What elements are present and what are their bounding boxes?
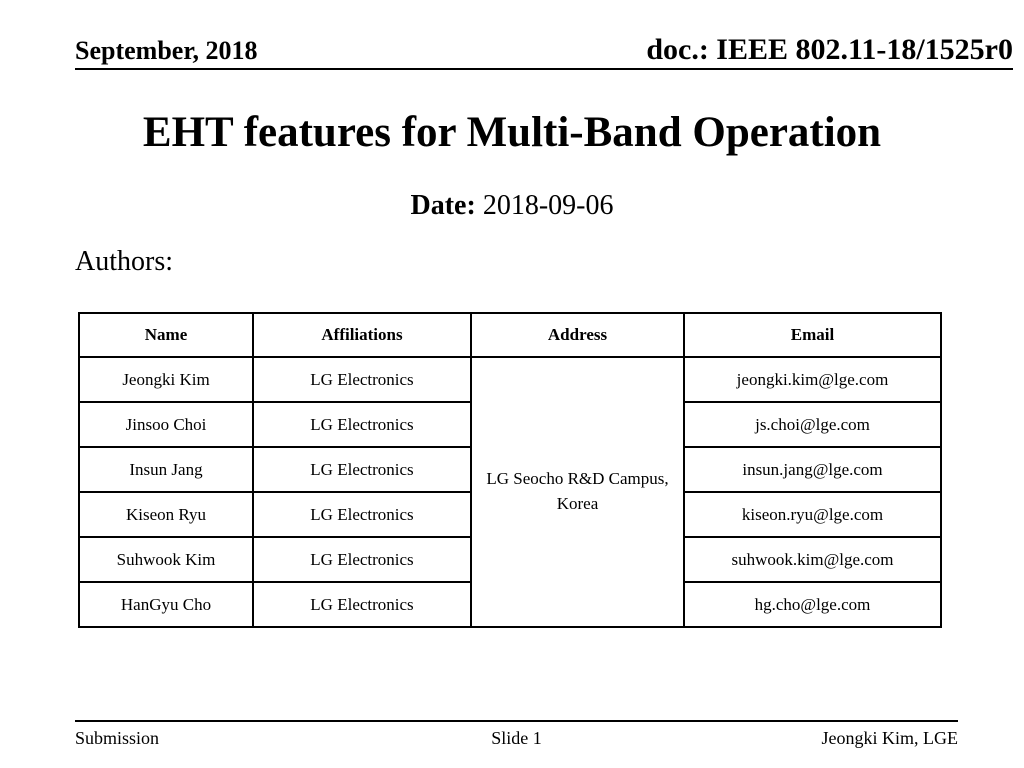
author-affiliation: LG Electronics	[253, 492, 471, 537]
address-line2: Korea	[556, 494, 599, 513]
author-name: Insun Jang	[79, 447, 253, 492]
date-label: Date:	[410, 190, 476, 221]
authors-label: Authors:	[75, 246, 173, 277]
column-header-affiliations: Affiliations	[253, 313, 471, 357]
author-email: hg.cho@lge.com	[684, 582, 941, 627]
footer-slide-number: Slide 1	[491, 728, 542, 748]
author-name: Jeongki Kim	[79, 357, 253, 402]
table-row	[79, 357, 941, 402]
column-header-address: Address	[471, 313, 684, 357]
author-email: insun.jang@lge.com	[684, 447, 941, 492]
footer-submission: Submission	[75, 728, 160, 748]
header-doc-number: doc.: IEEE 802.11-18/1525r0	[646, 33, 1013, 66]
slide-footer	[75, 720, 958, 749]
authors-table	[78, 312, 942, 628]
author-affiliation: LG Electronics	[253, 582, 471, 627]
author-affiliation: LG Electronics	[253, 447, 471, 492]
header-date: September, 2018	[75, 36, 258, 65]
slide-header	[75, 34, 1013, 70]
page-title: EHT features for Multi-Band Operation	[142, 109, 882, 156]
author-affiliation: LG Electronics	[253, 357, 471, 402]
footer-author: Jeongki Kim, LGE	[821, 728, 958, 748]
author-email: js.choi@lge.com	[684, 402, 941, 447]
author-affiliation: LG Electronics	[253, 537, 471, 582]
address-line1: LG Seocho R&D Campus,	[486, 469, 669, 489]
column-header-name: Name	[79, 313, 253, 357]
author-affiliation: LG Electronics	[253, 402, 471, 447]
author-email: jeongki.kim@lge.com	[684, 357, 941, 402]
author-name: HanGyu Cho	[79, 582, 253, 627]
table-header-row	[79, 313, 941, 357]
address-cell	[471, 357, 684, 627]
author-email: suhwook.kim@lge.com	[684, 537, 941, 582]
author-name: Kiseon Ryu	[79, 492, 253, 537]
author-name: Jinsoo Choi	[79, 402, 253, 447]
date-value: 2018-09-06	[482, 190, 614, 221]
date-line	[0, 190, 1024, 222]
author-name: Suhwook Kim	[79, 537, 253, 582]
author-email: kiseon.ryu@lge.com	[684, 492, 941, 537]
column-header-email: Email	[684, 313, 941, 357]
